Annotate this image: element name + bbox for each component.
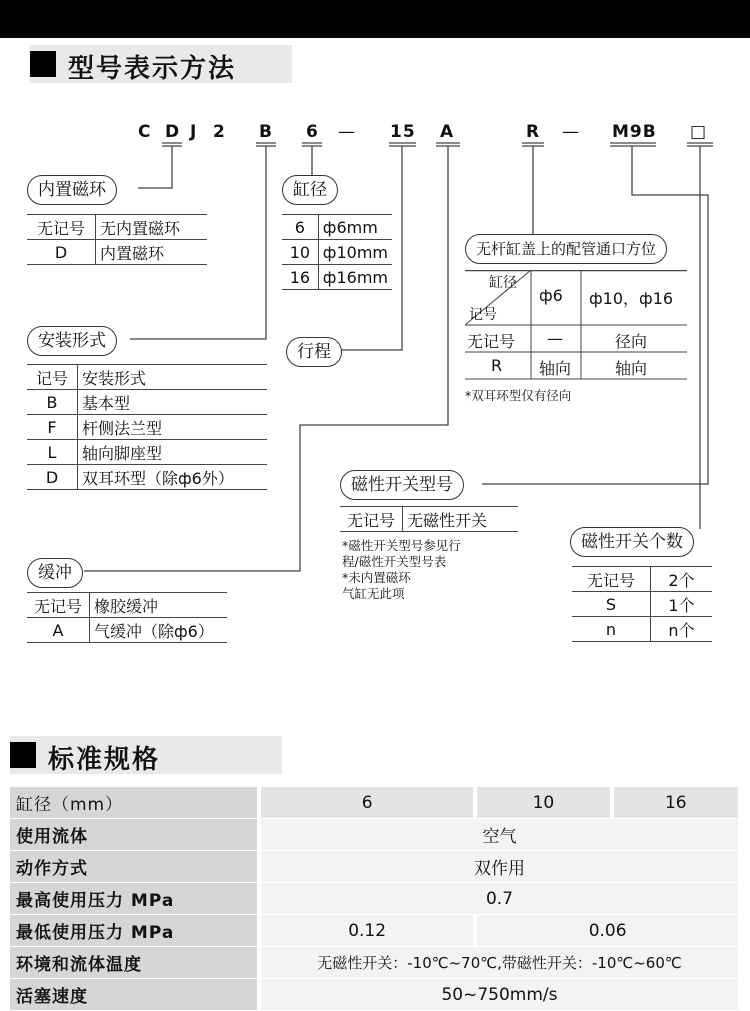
port-row1-v2: 径向 (615, 332, 648, 351)
table-row: B 基本型 (27, 390, 267, 415)
code-a: A (440, 122, 455, 142)
code-dash-1: — (338, 122, 356, 142)
switch-note-line: 程/磁性开关型号表 (342, 554, 447, 569)
magnet-table (27, 214, 207, 265)
table-row: 无记号 无内置磁环 (27, 215, 207, 240)
code-m9b: M9B (612, 122, 657, 142)
table-row: 环境和流体温度 无磁性开关：-10℃~70℃,带磁性开关：-10℃~60℃ (10, 947, 738, 979)
code-6: 6 (306, 122, 319, 142)
table-row: L 轴向脚座型 (27, 440, 267, 465)
code-d: D (165, 122, 181, 142)
table-row: 使用流体 空气 (10, 819, 738, 851)
stroke-title: 行程 (286, 337, 342, 367)
switch-title: 磁性开关型号 (340, 470, 464, 500)
port-row2-v1: 轴向 (539, 359, 572, 378)
switch-notes (342, 538, 461, 602)
table-row: F 杆侧法兰型 (27, 415, 267, 440)
mount-title: 安装形式 (27, 326, 117, 356)
port-title: 无杆缸盖上的配管通口方位 (465, 234, 667, 264)
section-header-spec (10, 736, 282, 774)
code-j: J (190, 122, 198, 142)
bore-table (282, 214, 392, 290)
section-marker (10, 742, 36, 768)
switch-note-line: *未内置磁环 (342, 570, 411, 585)
table-row: 无记号 无磁性开关 (340, 507, 518, 532)
table-row: 无记号 2个 (572, 567, 712, 592)
code-15: 15 (390, 122, 416, 142)
table-row: 记号 安装形式 (27, 365, 267, 390)
magnet-title: 内置磁环 (27, 175, 117, 205)
table-row: D 双耳环型（除ф6外） (27, 465, 267, 490)
code-c: C (138, 122, 152, 142)
table-row: 16 ф16mm (282, 265, 392, 290)
port-row1-key: 无记号 (467, 332, 516, 351)
bore-title: 缸径 (282, 175, 338, 205)
switch-note-line: 气缸无此项 (342, 586, 405, 601)
mount-table (27, 364, 267, 490)
table-row: A 气缓冲（除ф6） (27, 618, 227, 643)
port-note: *双耳环型仅有径向 (465, 388, 572, 403)
port-col-6: ф6 (539, 286, 563, 305)
section-title-spec: 标准规格 (48, 745, 161, 775)
code-2: 2 (213, 122, 226, 142)
code-box: □ (690, 122, 708, 142)
port-row2-key: R (491, 356, 503, 375)
port-col-10-16: ф10，ф16 (589, 289, 674, 308)
port-table (465, 270, 687, 380)
table-row: 最低使用压力 MPa 0.12 0.06 (10, 915, 738, 947)
table-row: 活塞速度 50~750mm/s (10, 979, 738, 1011)
switch-table (340, 506, 518, 532)
port-diag-bottom: 记号 (469, 307, 497, 323)
table-row: 缸径（mm） 6 10 16 (10, 787, 738, 819)
cushion-title: 缓冲 (27, 558, 83, 588)
table-row: 无记号 橡胶缓冲 (27, 593, 227, 618)
port-row2-v2: 轴向 (615, 359, 648, 378)
table-row: 10 ф10mm (282, 240, 392, 265)
code-r: R (526, 122, 541, 142)
cushion-table (27, 592, 227, 643)
code-b: B (259, 122, 273, 142)
switch-count-table (572, 566, 712, 642)
table-row: 6 ф6mm (282, 215, 392, 240)
code-dash-2: — (562, 122, 580, 142)
port-diag-top: 缸径 (489, 275, 517, 291)
table-row: 动作方式 双作用 (10, 851, 738, 883)
table-row: D 内置磁环 (27, 240, 207, 265)
table-row: 最高使用压力 MPa 0.7 (10, 883, 738, 915)
switch-count-title: 磁性开关个数 (570, 527, 694, 557)
spec-table (10, 787, 738, 1011)
table-row: n n个 (572, 617, 712, 642)
port-row1-v1: — (547, 329, 563, 348)
switch-note-line: *磁性开关型号参见行 (342, 538, 461, 553)
section-title-model: 型号表示方法 (68, 54, 237, 84)
table-row: S 1个 (572, 592, 712, 617)
